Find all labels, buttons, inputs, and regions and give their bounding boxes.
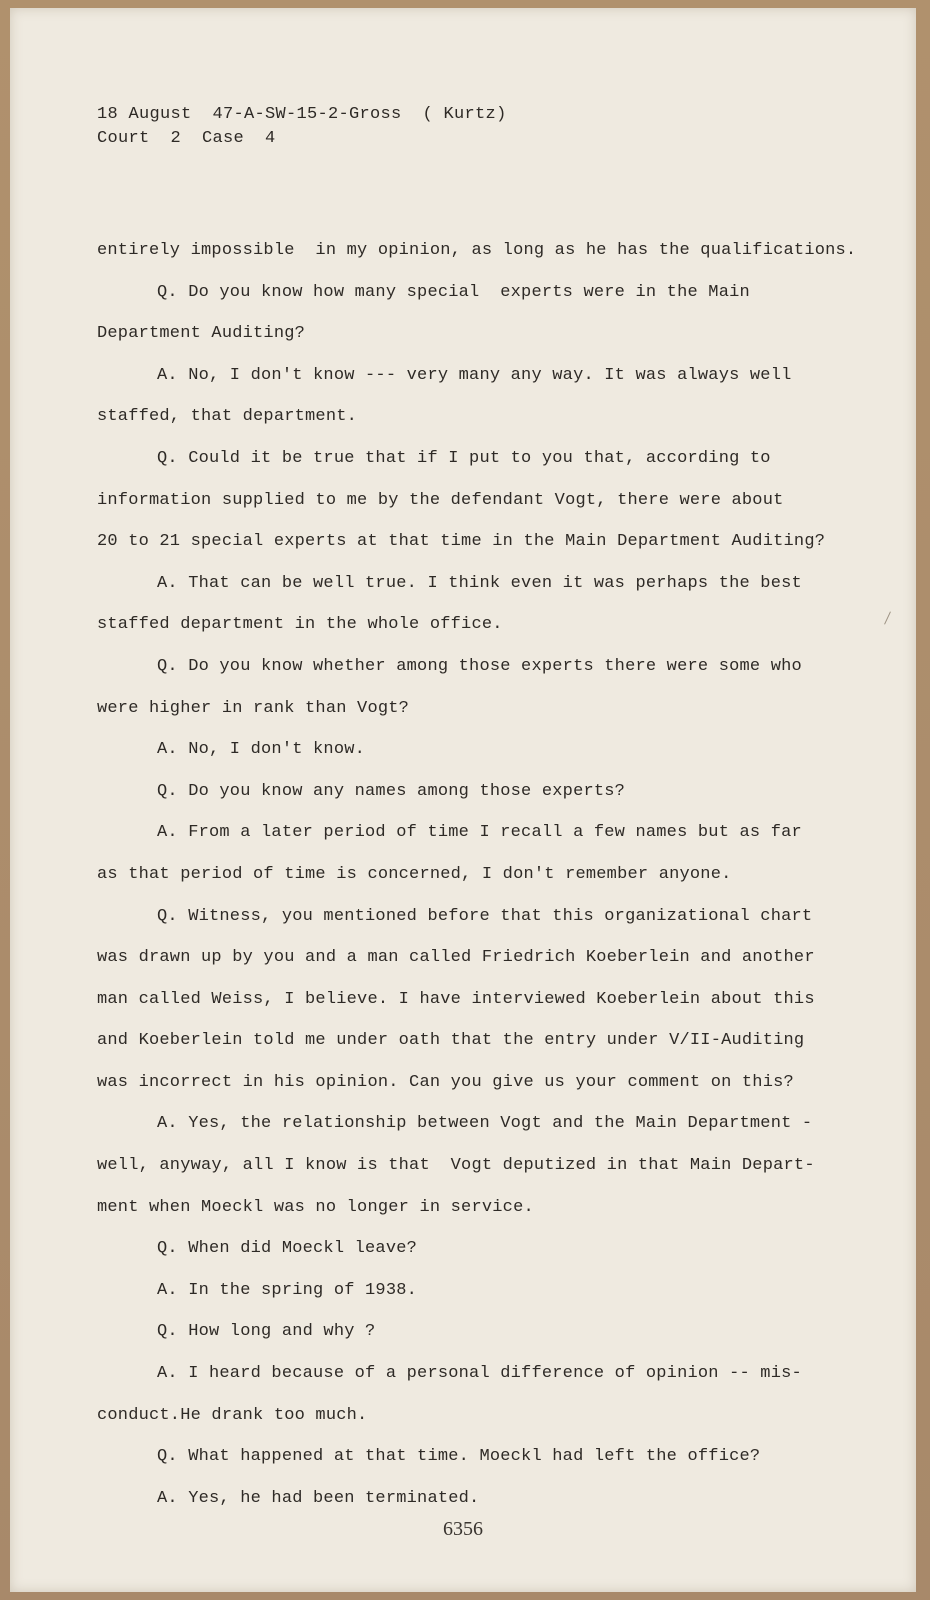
transcript-line: information supplied to me by the defendant Vogt, there were about (97, 490, 784, 510)
transcript-line: A. Yes, he had been terminated. (157, 1488, 480, 1508)
transcript-line: A. No, I don't know --- very many any way. It was always well (157, 365, 792, 385)
transcript-line: well, anyway, all I know is that Vogt deputized in that Main Depart- (97, 1156, 815, 1176)
transcript-line: A. Yes, the relationship between Vogt and the Main Department - (157, 1114, 813, 1134)
transcript-line: Q. Do you know how many special experts were in the Main (157, 282, 750, 302)
transcript-line: man called Weiss, I believe. I have interviewed Koeberlein about this (97, 989, 815, 1009)
transcript-line: A. From a later period of time I recall a few names but as far (157, 823, 802, 843)
transcript-line: Q. Could it be true that if I put to you that, according to (157, 448, 771, 468)
transcript-line: A. That can be well true. I think even it was perhaps the best (157, 573, 802, 593)
transcript-line: and Koeberlein told me under oath that the entry under V/II-Auditing (97, 1031, 805, 1051)
transcript-line: staffed department in the whole office. (97, 615, 503, 635)
transcript-line: A. No, I don't know. (157, 740, 366, 760)
transcript-line: staffed, that department. (97, 407, 358, 427)
transcript-body (97, 230, 857, 1519)
margin-mark (884, 611, 891, 624)
transcript-line: Department Auditing? (97, 324, 306, 344)
transcript-line: as that period of time is concerned, I don't remember anyone. (97, 864, 732, 884)
transcript-line: were higher in rank than Vogt? (97, 698, 410, 718)
transcript-line: conduct.He drank too much. (97, 1405, 368, 1425)
header-date-reference: 18 August 47-A-SW-15-2-Gross ( Kurtz) (97, 105, 507, 124)
transcript-line: ment when Moeckl was no longer in service. (97, 1197, 534, 1217)
transcript-line: Q. Do you know any names among those experts? (157, 781, 626, 801)
header-court-case: Court 2 Case 4 (97, 129, 276, 148)
transcript-line: A. In the spring of 1938. (157, 1280, 418, 1300)
transcript-line: Q. When did Moeckl leave? (157, 1239, 418, 1259)
transcript-line: 20 to 21 special experts at that time in the Main Department Auditing? (97, 532, 826, 552)
transcript-line: Q. Do you know whether among those experts there were some who (157, 656, 802, 676)
transcript-line: was incorrect in his opinion. Can you give us your comment on this? (97, 1072, 794, 1092)
transcript-line: entirely impossible in my opinion, as long as he has the qualifications. (97, 241, 857, 260)
page-number: 6356 (443, 1518, 483, 1540)
transcript-line: Q. Witness, you mentioned before that this organizational chart (157, 906, 813, 926)
transcript-line: Q. What happened at that time. Moeckl had left the office? (157, 1447, 761, 1467)
transcript-line: was drawn up by you and a man called Friedrich Koeberlein and another (97, 948, 815, 968)
document-page (10, 8, 916, 1592)
transcript-line: A. I heard because of a personal difference of opinion -- mis- (157, 1364, 802, 1384)
document-header (97, 103, 507, 151)
transcript-line: Q. How long and why ? (157, 1322, 376, 1342)
